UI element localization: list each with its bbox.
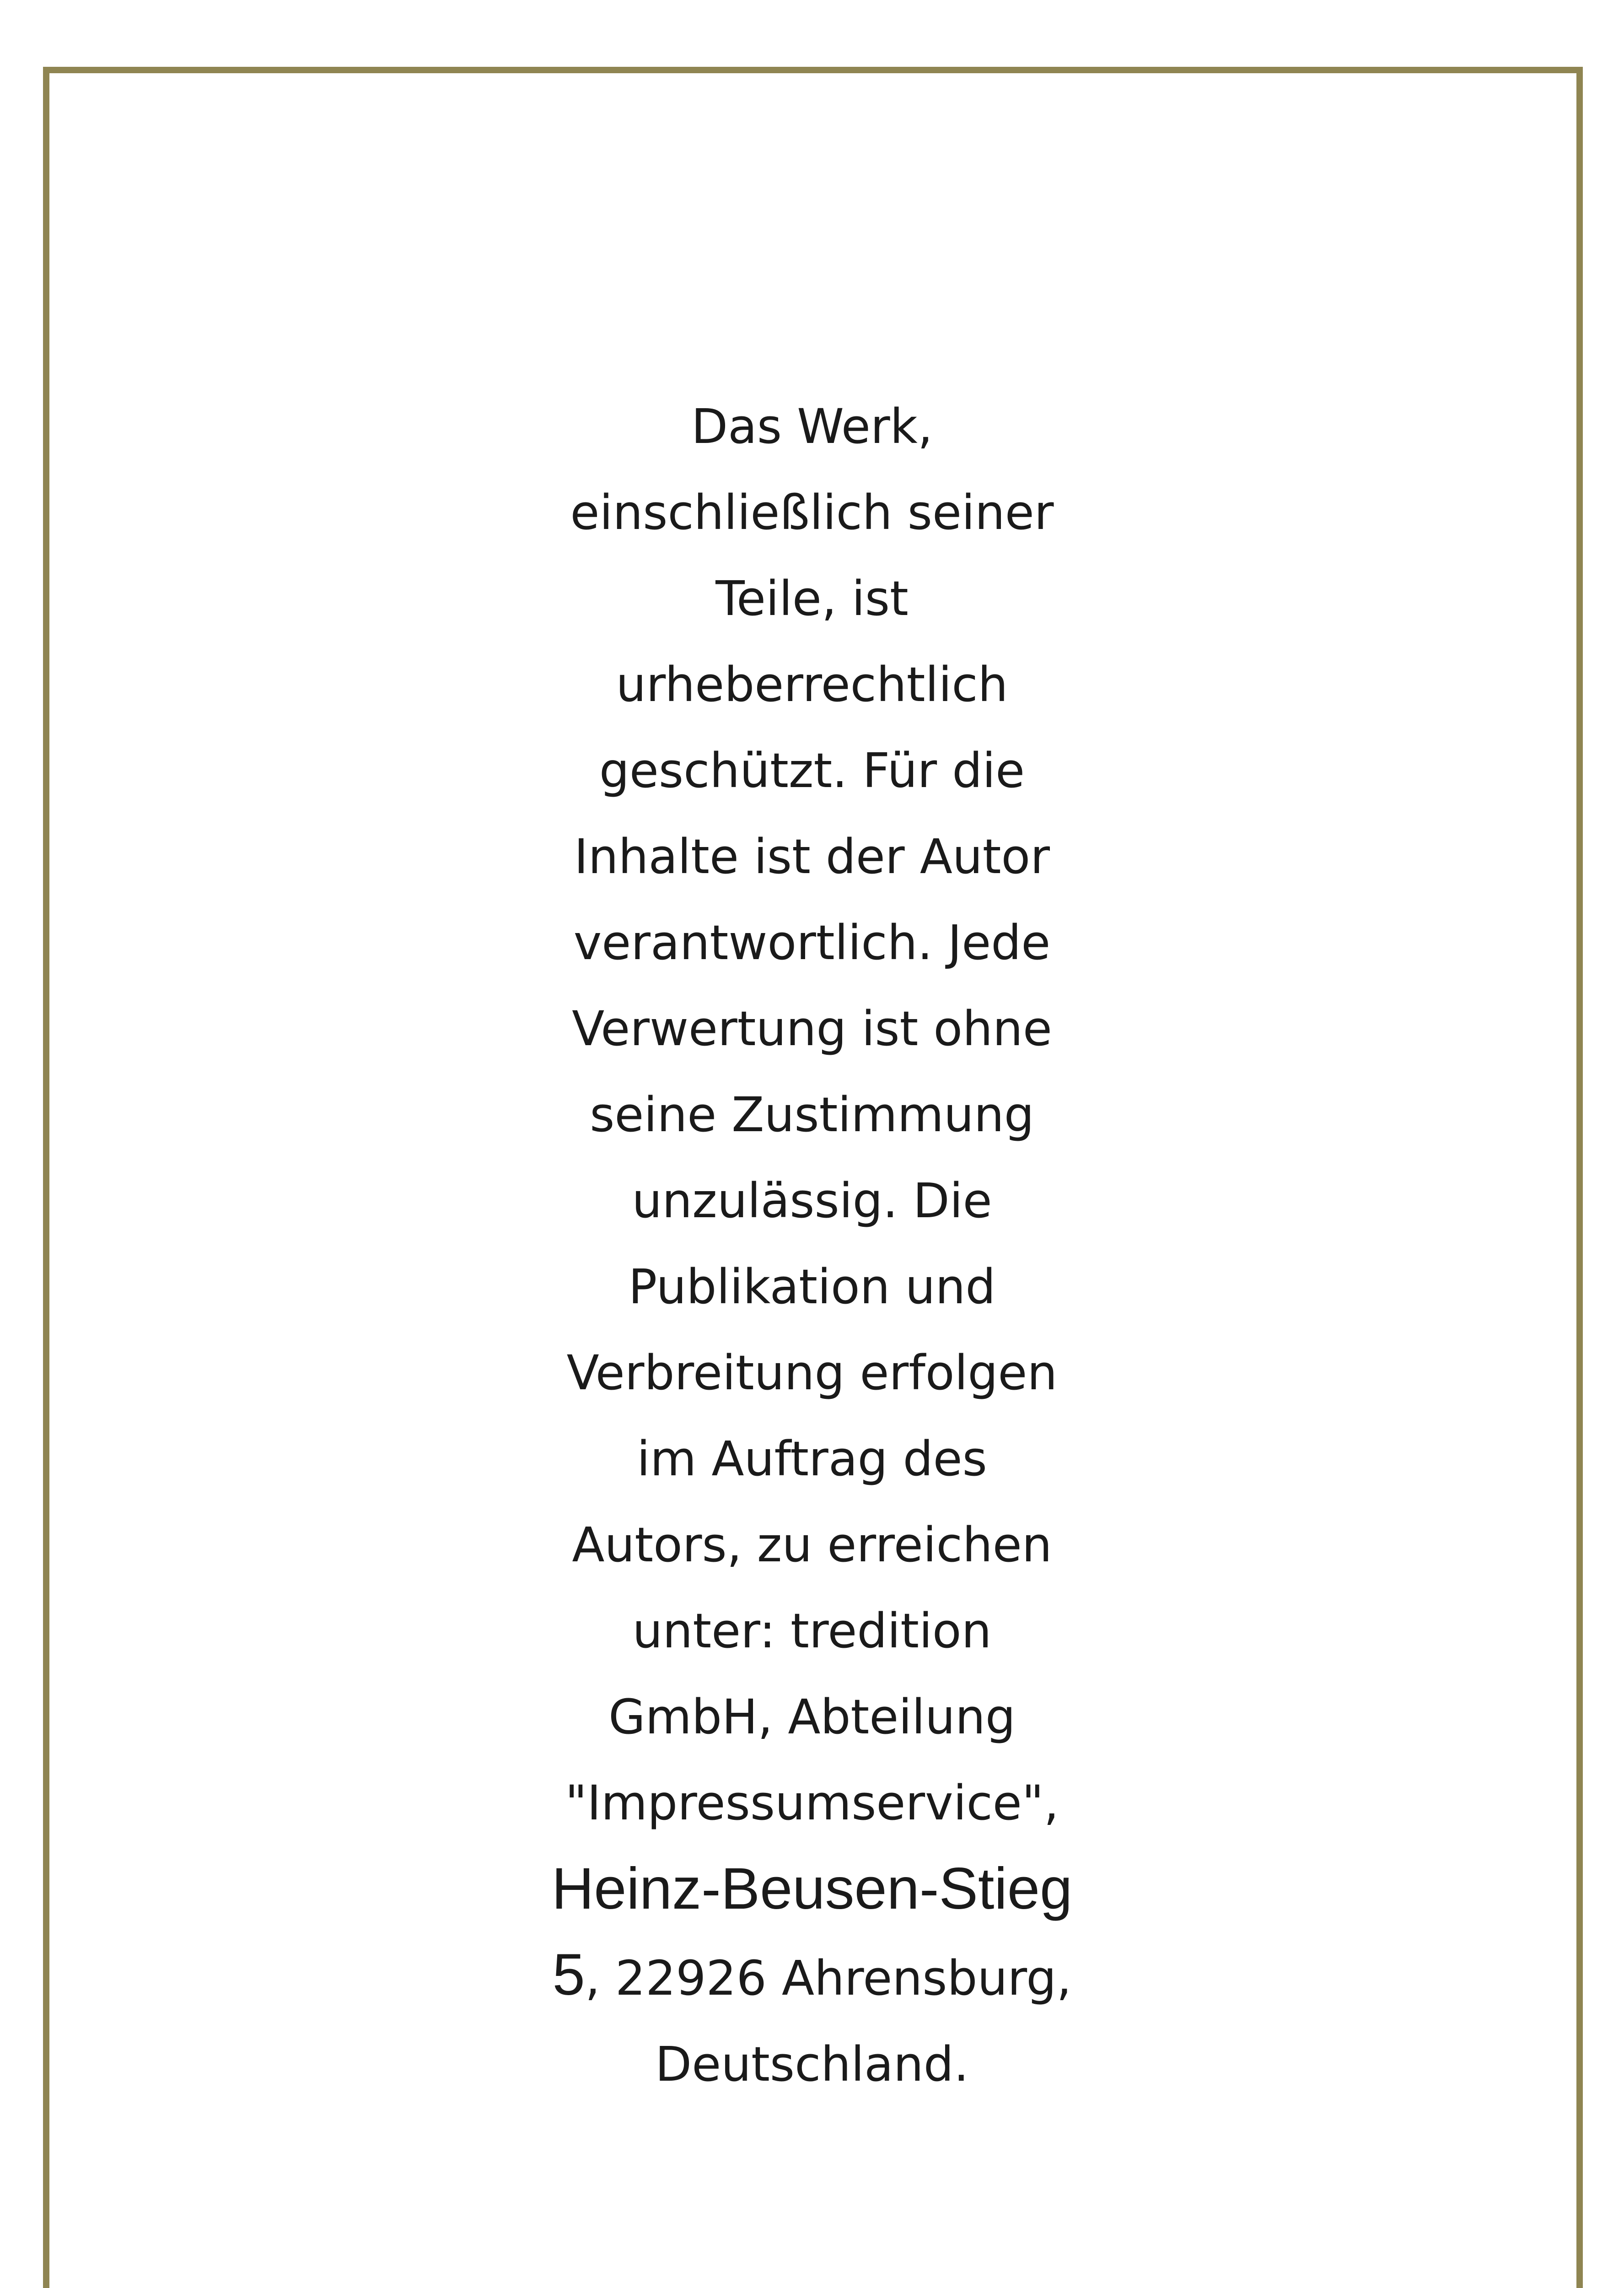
- imprint-line: im Auftrag des: [637, 1431, 987, 1487]
- imprint-line: "Impressumservice",: [565, 1775, 1059, 1831]
- imprint-line: urheberrechtlich: [616, 657, 1008, 712]
- imprint-line: geschützt. Für die: [599, 743, 1025, 799]
- imprint-line: Publikation und: [628, 1259, 996, 1315]
- imprint-line: unter: tredition: [632, 1603, 992, 1659]
- imprint-line: seine Zustimmung: [590, 1087, 1034, 1143]
- street-address-line: Heinz-Beusen-Stieg: [551, 1856, 1073, 1921]
- imprint-text: [499, 383, 1125, 2107]
- imprint-line: Verwertung ist ohne: [572, 1001, 1052, 1057]
- country-line: Deutschland.: [655, 2036, 969, 2092]
- postal-address-line: [499, 1932, 1125, 2021]
- imprint-line: Verbreitung erfolgen: [566, 1345, 1058, 1401]
- imprint-line: Das Werk,: [691, 399, 933, 454]
- postal-code-city: , 22926 Ahrensburg,: [585, 1950, 1072, 2006]
- imprint-line: Autors, zu erreichen: [572, 1517, 1052, 1573]
- imprint-line: GmbH, Abteilung: [608, 1689, 1016, 1745]
- imprint-line: unzulässig. Die: [632, 1173, 992, 1229]
- imprint-line: Inhalte ist der Autor: [574, 829, 1050, 885]
- imprint-line: Teile, ist: [715, 571, 909, 626]
- imprint-line: verantwortlich. Jede: [573, 915, 1051, 971]
- street-number: 5: [552, 1942, 585, 2007]
- imprint-line: einschließlich seiner: [570, 485, 1054, 540]
